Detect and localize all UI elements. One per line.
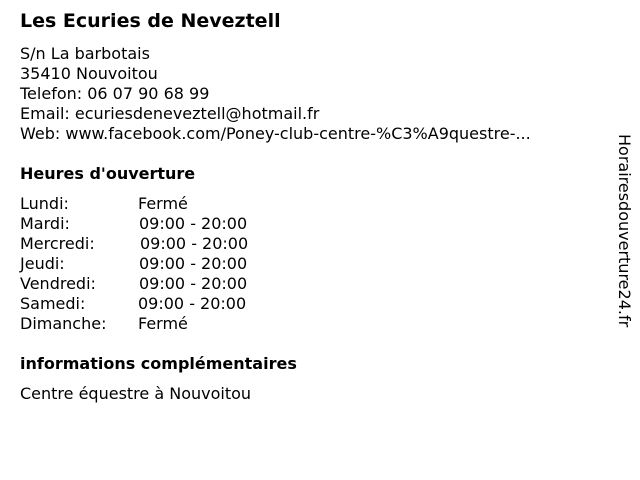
time-value: 09:00 - 20:00 [140, 234, 249, 253]
web-line[interactable]: Web: www.facebook.com/Poney-club-centre-%C3%A9questre-... [20, 124, 531, 143]
day-label: Dimanche: [20, 314, 107, 333]
time-value: 09:00 - 20:00 [139, 214, 248, 233]
phone-line: Telefon: 06 07 90 68 99 [20, 84, 210, 103]
day-label: Vendredi: [20, 274, 96, 293]
time-value: 09:00 - 20:00 [138, 294, 247, 313]
time-value: 09:00 - 20:00 [139, 254, 248, 273]
time-value: Fermé [138, 314, 188, 333]
address-line-1: S/n La barbotais [20, 44, 150, 63]
day-label: Mardi: [20, 214, 70, 233]
hours-heading: Heures d'ouverture [20, 164, 196, 183]
info-description: Centre équestre à Nouvoitou [20, 384, 252, 403]
day-label: Samedi: [20, 294, 86, 313]
address-line-2: 35410 Nouvoitou [20, 64, 158, 83]
contact-block [20, 44, 531, 144]
brand-watermark [614, 134, 636, 374]
day-label: Mercredi: [20, 234, 95, 253]
day-label: Lundi: [20, 194, 69, 213]
info-heading: informations complémentaires [20, 354, 297, 373]
time-value: 09:00 - 20:00 [139, 274, 248, 293]
time-value: Fermé [138, 194, 188, 213]
email-line[interactable]: Email: ecuriesdeneveztell@hotmail.fr [20, 104, 320, 123]
business-name: Les Ecuries de Neveztell [20, 10, 281, 32]
day-label: Jeudi: [20, 254, 65, 273]
brand-site-text: Horairesdouverture24.fr [615, 134, 634, 328]
